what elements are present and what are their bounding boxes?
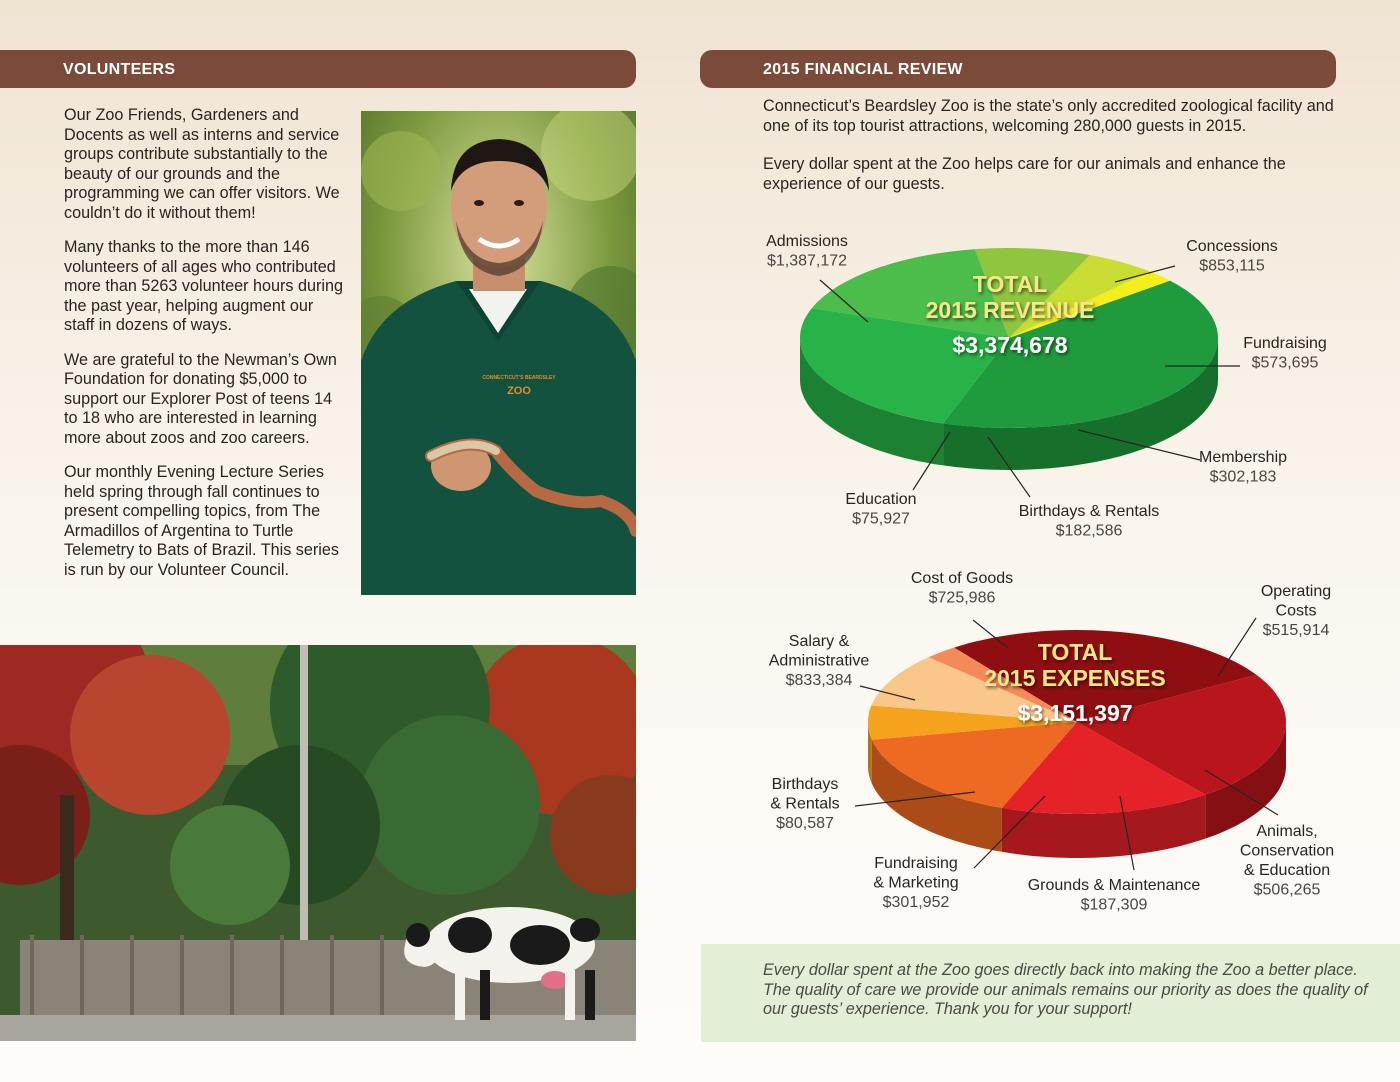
pie-charts [700, 0, 1400, 1082]
slice-label [873, 855, 958, 911]
slice-label [1261, 583, 1331, 639]
volunteers-text [64, 106, 346, 595]
financial-review-heading: 2015 FINANCIAL REVIEW [700, 50, 1336, 88]
closing-message: Every dollar spent at the Zoo goes directly back into making the Zoo a better place. The quality of care we provide our animals remains our priority as does the quality of our guests’ experience. Thank you for your support! [701, 944, 1400, 1042]
volunteers-paragraph: We are grateful to the Newman’s Own Foundation for donating $5,000 to support our Explorer Post of teens 14 to 18 who are interested in learning more about zoos and zoo careers. [64, 350, 337, 447]
slice-label [911, 570, 1013, 607]
slice-name: Administrative [768, 652, 870, 670]
slice-name: & Education [1243, 862, 1331, 879]
slice-name: Birthdays & Rentals [1018, 503, 1160, 520]
volunteer-photo [361, 111, 636, 595]
slice-name: Admissions [766, 233, 848, 250]
slice-value: $573,695 [1251, 354, 1319, 372]
chart-title: 2015 EXPENSES [984, 665, 1166, 691]
intro-paragraph: Every dollar spent at the Zoo helps care for our animals and enhance the experience of our guests. [763, 155, 1286, 193]
slice-name: Operating [1260, 583, 1332, 600]
slice-value: $80,587 [776, 815, 834, 832]
volunteers-paragraph: Our Zoo Friends, Gardeners and Docents as well as interns and service groups contribute substantially to the beauty of our grounds and the programming we can offer visitors. We couldn’t do it without them! [64, 106, 340, 222]
slice-label [1243, 335, 1327, 372]
slice-value: $725,986 [928, 589, 996, 607]
slice-value: $515,914 [1262, 622, 1330, 639]
slice-value: $187,309 [1080, 896, 1148, 914]
slice-label [845, 491, 916, 528]
slice-name: Fundraising [1243, 335, 1327, 352]
slice-name: Birthdays [771, 776, 839, 793]
slice-name: Salary & [788, 633, 850, 650]
slice-name: Grounds & Maintenance [1027, 877, 1201, 894]
shirt-logo-top: CONNECTICUT’S BEARDSLEY [482, 375, 556, 381]
slice-value: $853,115 [1199, 257, 1265, 275]
pie-chart-revenue [766, 233, 1327, 540]
slice-value: $75,927 [852, 510, 910, 528]
right-page [700, 0, 1400, 1082]
slice-label [766, 233, 848, 270]
chart-title: TOTAL [972, 271, 1048, 297]
slice-label [769, 633, 870, 689]
slice-value: $182,586 [1055, 522, 1123, 540]
chart-total: $3,374,678 [952, 332, 1068, 358]
chart-title: TOTAL [1037, 639, 1113, 665]
slice-value: $506,265 [1253, 881, 1321, 899]
chart-total: $3,151,397 [1017, 700, 1133, 726]
intro-paragraph: Connecticut’s Beardsley Zoo is the state’s only accredited zoological facility and one of its top tourist attractions, welcoming 280,000 guests in 2015. [763, 97, 1334, 135]
slice-name: Concessions [1186, 238, 1278, 255]
slice-label [1186, 238, 1278, 275]
chart-title: 2015 REVENUE [925, 297, 1095, 323]
slice-name: Conservation [1239, 842, 1335, 860]
volunteers-paragraph: Our monthly Evening Lecture Series held spring through fall continues to present compelling topics, from The Armadillos of Argentina to Turtle Telemetry to Bats of Brazil. This series is run by our Volunteer Council. [64, 463, 339, 579]
slice-name: Education [845, 491, 917, 508]
volunteers-paragraph: Many thanks to the more than 146 volunteers of all ages who contributed more than 5263 volunteer hours during the past year, helping augment our staff in dozens of ways. [64, 238, 343, 334]
slice-label [1240, 823, 1334, 899]
slice-name: & Marketing [873, 874, 959, 892]
charts-canvas [700, 0, 1400, 1082]
slice-name: Animals, [1256, 823, 1318, 840]
slice-label [1199, 449, 1287, 486]
pie-chart-expenses [769, 570, 1334, 914]
slice-value: $1,387,172 [766, 252, 848, 270]
slice-label [770, 776, 839, 832]
slice-value: $302,183 [1209, 468, 1277, 486]
slice-value: $833,384 [785, 672, 853, 689]
slice-label [1019, 503, 1160, 540]
slice-value: $301,952 [882, 894, 950, 911]
volunteers-heading: VOLUNTEERS [0, 50, 636, 88]
cow-statue-photo [0, 645, 636, 1041]
slice-name: & Rentals [770, 795, 840, 813]
slice-label [1028, 877, 1201, 914]
shirt-logo-bottom: ZOO [507, 385, 531, 397]
slice-name: Costs [1275, 602, 1317, 620]
slice-name: Membership [1198, 449, 1288, 466]
slice-name: Fundraising [874, 855, 958, 872]
slice-name: Cost of Goods [910, 570, 1014, 587]
